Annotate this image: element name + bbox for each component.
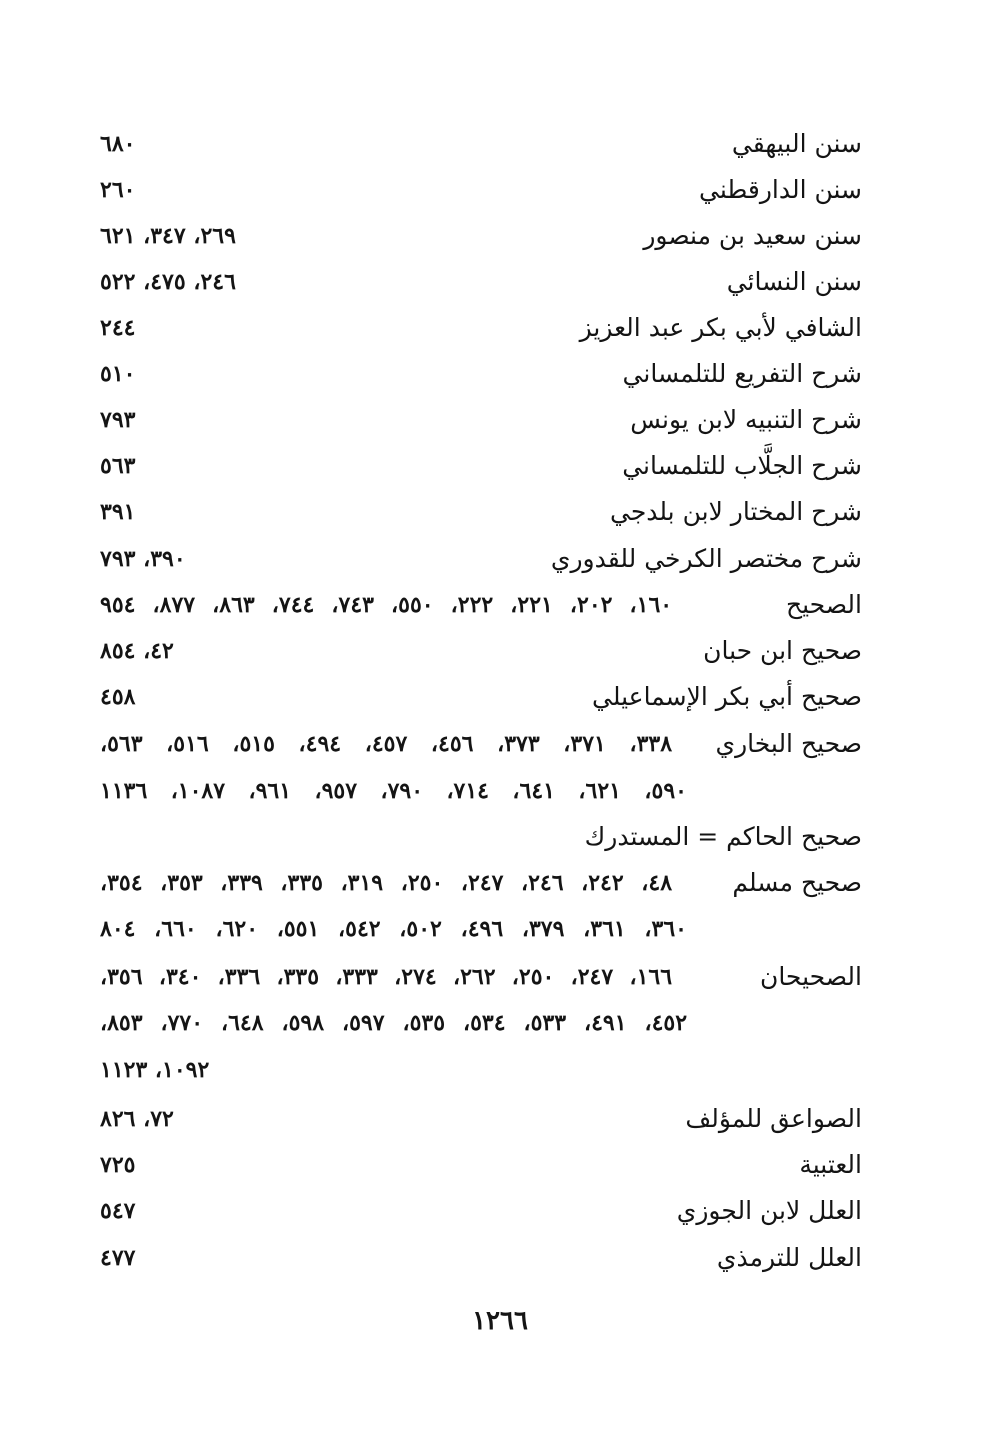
entry-pages: ٤٥٢، ٤٩١، ٥٣٣، ٥٣٤، ٥٣٥، ٥٩٧، ٥٩٨، ٦٤٨، ٧٧٠، ٨٥٣، <box>100 1010 688 1036</box>
entry-title: شرح الجلَّاب للتلمساني <box>622 451 862 480</box>
entry-pages: ٥٤٧ <box>100 1198 136 1224</box>
index-entry <box>100 214 862 258</box>
entry-title: شرح التفريع للتلمساني <box>622 359 862 388</box>
entry-title: سنن البيهقي <box>731 129 862 158</box>
entry-pages: ٢٤٤ <box>100 315 136 341</box>
entry-title: الصحيحان <box>759 962 862 991</box>
index-entry <box>100 675 862 719</box>
index-entry <box>100 306 862 350</box>
entry-pages: ٢٦٠ <box>100 177 136 203</box>
index-entry <box>100 1143 862 1187</box>
entry-title: صحيح الحاكم = المستدرك <box>584 822 862 851</box>
entry-title: سنن النسائي <box>726 267 862 296</box>
index-entry <box>100 490 862 534</box>
entry-pages: ٤٥٨ <box>100 684 136 710</box>
entry-pages: ٣٩١ <box>100 499 136 525</box>
entry-title: العتبية <box>799 1150 862 1179</box>
index-entry <box>100 122 862 166</box>
entry-pages: ٤٧٧ <box>100 1245 136 1271</box>
entry-title: سنن الدارقطني <box>698 175 862 204</box>
entry-title: شرح المختار لابن بلدجي <box>609 497 862 526</box>
entry-title: صحيح البخاري <box>715 729 862 758</box>
index-entry-continuation <box>100 907 862 951</box>
index-entry <box>100 722 862 766</box>
index-entry <box>100 260 862 304</box>
index-entry <box>100 1236 862 1280</box>
entry-title: الشافي لأبي بكر عبد العزيز <box>579 313 862 342</box>
index-entry <box>100 629 862 673</box>
entry-title: الصحيح <box>785 590 862 619</box>
entry-title: شرح التنبيه لابن يونس <box>630 405 862 434</box>
entry-title: سنن سعيد بن منصور <box>643 221 862 250</box>
entry-pages: ٤٢، ٨٥٤ <box>100 638 174 664</box>
entry-pages: ٢٦٩، ٣٤٧، ٦٢١ <box>100 223 236 249</box>
entry-pages: ٥٦٣ <box>100 453 136 479</box>
entry-title: صحيح ابن حبان <box>703 636 862 665</box>
entry-title: الصواعق للمؤلف <box>685 1104 862 1133</box>
entry-title: شرح مختصر الكرخي للقدوري <box>550 544 862 573</box>
index-entry <box>100 398 862 442</box>
entry-title: العلل لابن الجوزي <box>676 1196 862 1225</box>
entry-pages: ٥٩٠، ٦٢١، ٦٤١، ٧١٤، ٧٩٠، ٩٥٧، ٩٦١، ١٠٨٧، ١١٣٦ <box>100 778 687 804</box>
entry-pages: ١٠٩٢، ١١٢٣ <box>100 1057 210 1083</box>
index-entry-continuation <box>100 1048 862 1092</box>
page-number: ١٢٦٦ <box>472 1306 528 1336</box>
index-entry <box>100 352 862 396</box>
entry-pages: ٧٩٣ <box>100 407 136 433</box>
entry-pages: ٢٤٦، ٤٧٥، ٥٢٢ <box>100 269 236 295</box>
index-entry <box>100 583 862 627</box>
index-entry <box>100 168 862 212</box>
entry-pages: ٤٨، ٢٤٢، ٢٤٦، ٢٤٧، ٢٥٠، ٣١٩، ٣٣٥، ٣٣٩، ٣٥٣، ٣٥٤، <box>100 870 673 896</box>
index-entry <box>100 861 862 905</box>
index-entry <box>100 955 862 999</box>
entry-pages: ٣٣٨، ٣٧١، ٣٧٣، ٤٥٦، ٤٥٧، ٤٩٤، ٥١٥، ٥١٦، ٥٦٣، <box>100 731 673 757</box>
index-entry <box>100 444 862 488</box>
entry-pages: ٣٦٠، ٣٦١، ٣٧٩، ٤٩٦، ٥٠٢، ٥٤٢، ٥٥١، ٦٢٠، ٦٦٠، ٨٠٤ <box>100 916 687 942</box>
index-entry-continuation <box>100 769 862 813</box>
entry-title: العلل للترمذي <box>716 1243 862 1272</box>
entry-pages: ١٦٦، ٢٤٧، ٢٥٠، ٢٦٢، ٢٧٤، ٣٣٣، ٣٣٥، ٣٣٦، ٣٤٠، ٣٥٦، <box>100 964 673 990</box>
entry-pages: ٥١٠ <box>100 361 136 387</box>
entry-pages: ٦٨٠ <box>100 131 136 157</box>
entry-pages: ٣٩٠، ٧٩٣ <box>100 546 186 572</box>
entry-pages: ٧٢، ٨٢٦ <box>100 1106 174 1132</box>
entry-title: صحيح مسلم <box>732 868 862 897</box>
index-entry <box>100 1097 862 1141</box>
entry-pages: ١٦٠، ٢٠٢، ٢٢١، ٢٢٢، ٥٥٠، ٧٤٣، ٧٤٤، ٨٦٣، ٨٧٧، ٩٥٤ <box>100 592 673 618</box>
index-entry-continuation <box>100 1001 862 1045</box>
index-entry <box>100 1189 862 1233</box>
index-entry <box>100 537 862 581</box>
entry-pages: ٧٢٥ <box>100 1152 136 1178</box>
index-entry <box>100 815 862 859</box>
entry-title: صحيح أبي بكر الإسماعيلي <box>592 682 862 711</box>
